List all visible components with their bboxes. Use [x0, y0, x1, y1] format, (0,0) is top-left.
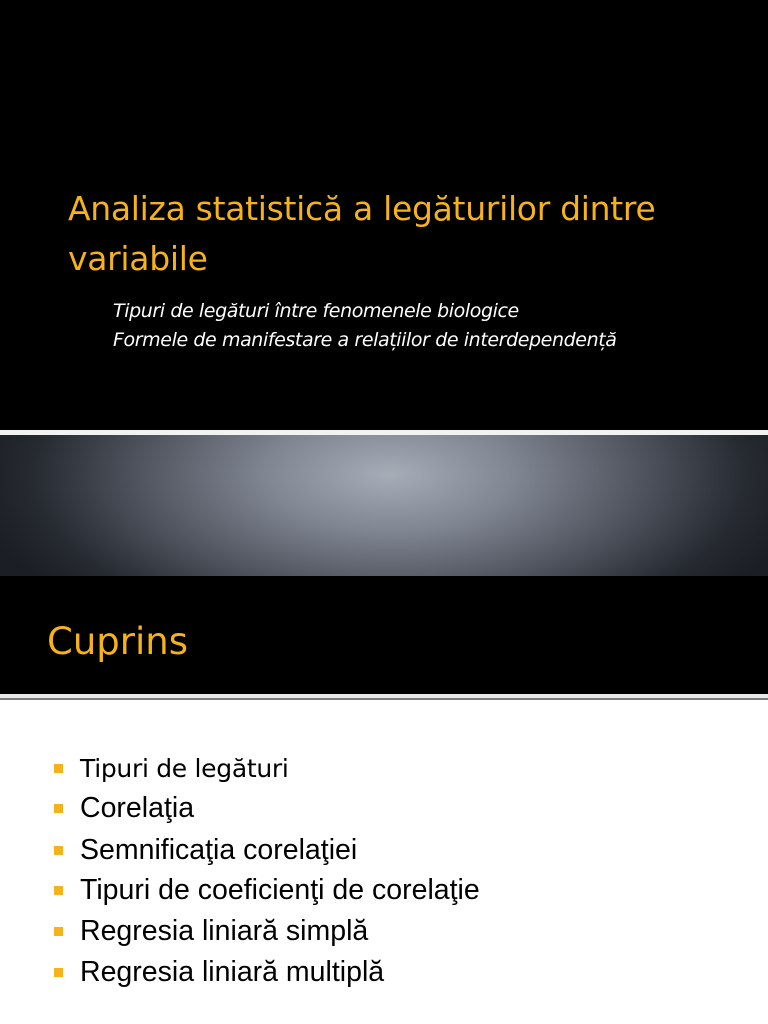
contents-list-item [54, 830, 357, 870]
square-bullet-icon [54, 886, 63, 895]
contents-list-item [54, 952, 384, 992]
square-bullet-icon [54, 846, 63, 855]
header-divider-dark [0, 698, 768, 700]
presentation-subtitle [113, 297, 763, 355]
contents-item-text: Tipuri de coeficienţi de corelaţie [80, 873, 480, 906]
square-bullet-icon [54, 968, 63, 977]
contents-list-item [54, 788, 194, 828]
subtitle-line-2: Formele de manifestare a relațiilor de interdependență [113, 329, 617, 351]
square-bullet-icon [54, 804, 63, 813]
contents-item-text: Semnificaţia corelaţiei [80, 833, 358, 866]
contents-list-item [54, 748, 289, 788]
square-bullet-icon [54, 764, 63, 773]
subtitle-line-1: Tipuri de legături între fenomenele biologice [113, 300, 519, 322]
contents-item-text: Tipuri de legături [80, 753, 289, 783]
presentation-title: Analiza statistică a legăturilor dintre variabile [68, 189, 656, 278]
contents-list-item [54, 870, 480, 910]
title-slide [0, 0, 768, 430]
contents-item-text: Corelaţia [80, 791, 195, 824]
contents-item-text: Regresia liniară simplă [80, 914, 369, 947]
contents-heading: Cuprins [47, 620, 188, 663]
decorative-gradient-band [0, 435, 768, 576]
square-bullet-icon [54, 927, 63, 936]
contents-list-item [54, 911, 368, 951]
contents-item-text: Regresia liniară multiplă [80, 955, 385, 988]
